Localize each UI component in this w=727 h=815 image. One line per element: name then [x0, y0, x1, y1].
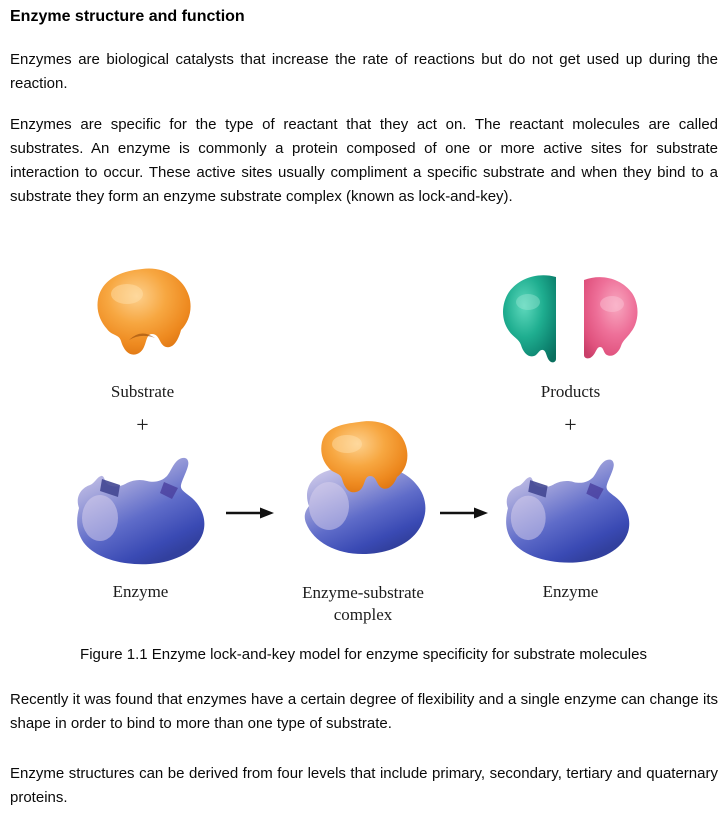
- substrate-blob-image: [83, 264, 201, 381]
- page-title: Enzyme structure and function: [10, 8, 245, 25]
- figure-1-1: [0, 252, 727, 637]
- figure-caption: Figure 1.1 Enzyme lock-and-key model for enzyme specificity for substrate molecules: [80, 646, 647, 663]
- products-label: Products: [540, 382, 601, 401]
- arrow-right-icon: [226, 506, 274, 525]
- enzyme-left-blob-image: [64, 452, 214, 581]
- plus-icon: +: [136, 412, 149, 437]
- products-blob-image: [492, 270, 648, 379]
- enzyme-substrate-complex-image: [287, 414, 439, 583]
- paragraph-flexibility: Recently it was found that enzymes have a certain degree of flexibility and a single enzyme can change its shape in order to bind to more than one type of substrate.: [10, 691, 718, 732]
- enzyme-left-label: Enzyme: [112, 582, 169, 601]
- complex-label: [288, 582, 438, 626]
- paragraph-intro: Enzymes are biological catalysts that increase the rate of reactions but do not get used up during the reaction.: [10, 51, 718, 92]
- paragraph-specificity: Enzymes are specific for the type of reactant that they act on. The reactant molecules are called substrates. An enzyme is commonly a protein composed of one or more active sites for substrate interaction to occur. These active sites usually compliment a specific substrate and when they bind to a substrate they form an enzyme substrate complex (known as lock-and-key).: [10, 116, 718, 205]
- plus-icon: +: [564, 412, 577, 437]
- complex-label-line2: complex: [333, 605, 393, 624]
- enzyme-right-blob-image: [492, 454, 640, 579]
- complex-label-line1: Enzyme-substrate: [302, 583, 424, 602]
- substrate-label: Substrate: [110, 382, 175, 401]
- paragraph-structure-levels: Enzyme structures can be derived from four levels that include primary, secondary, tertiary and quaternary proteins.: [10, 765, 718, 806]
- enzyme-right-label: Enzyme: [542, 582, 599, 601]
- arrow-right-icon: [440, 506, 488, 525]
